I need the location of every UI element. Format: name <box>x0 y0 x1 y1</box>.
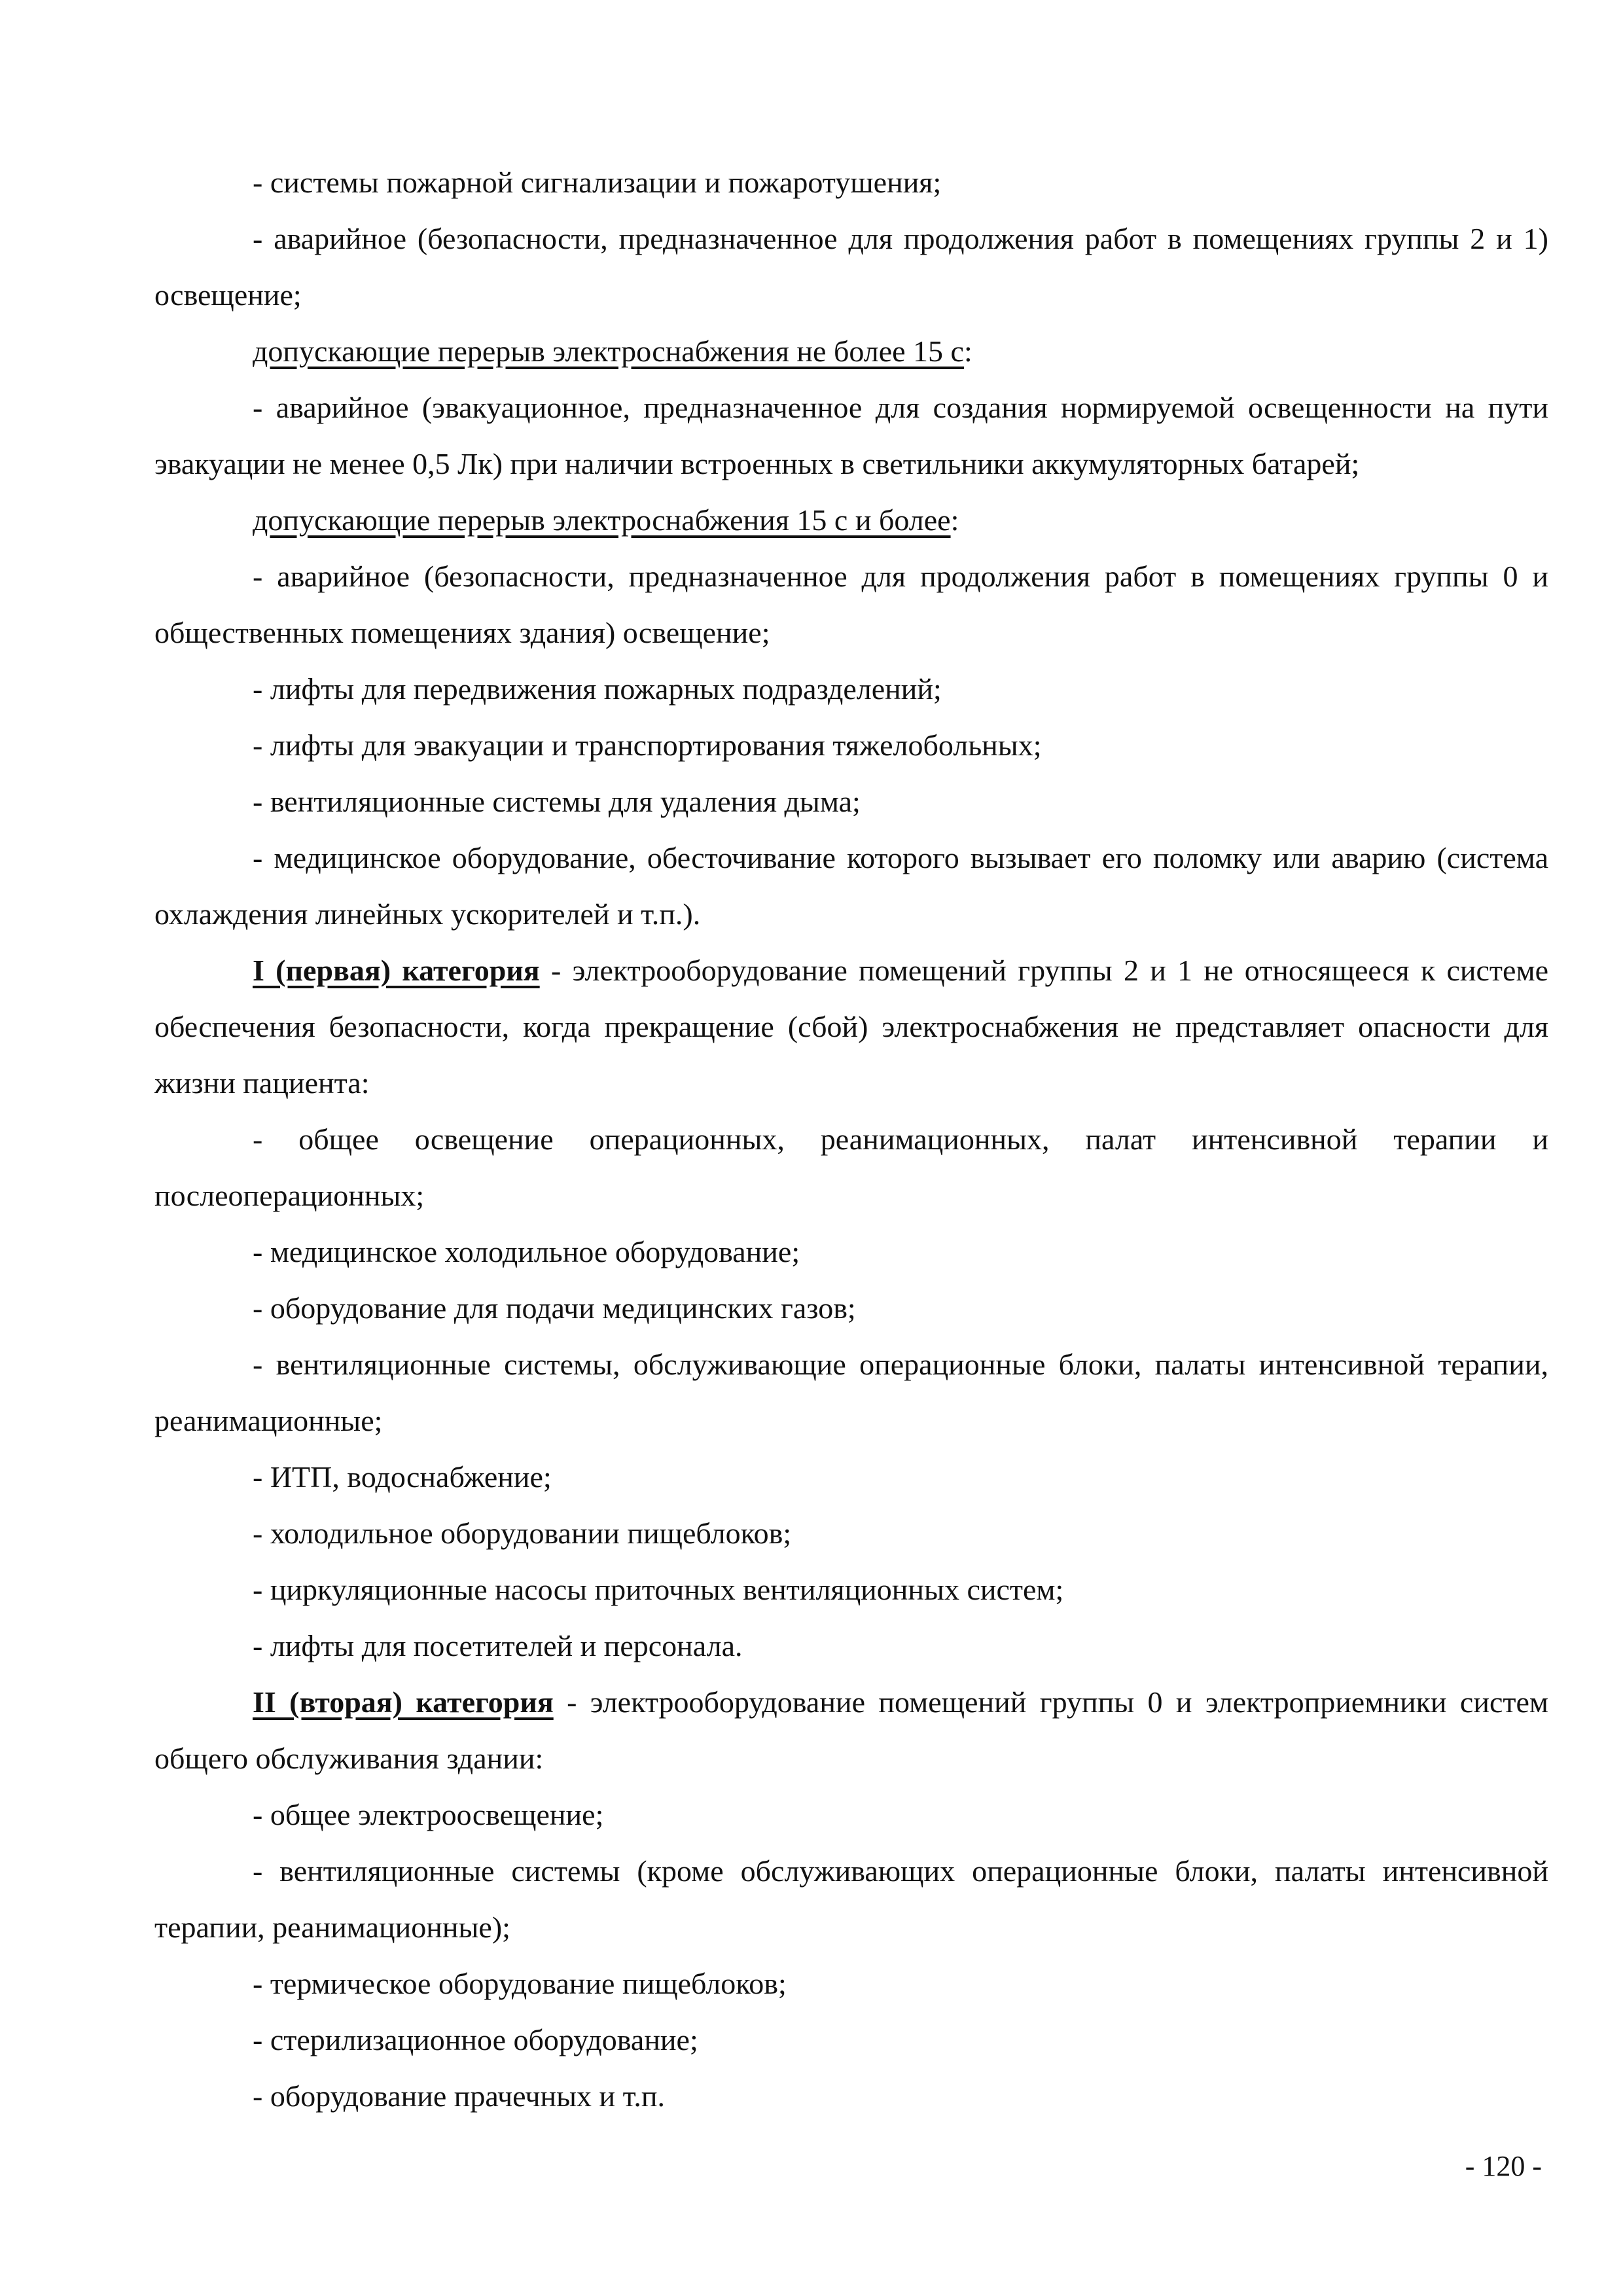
list-item: - ИТП, водоснабжение; <box>253 1460 552 1494</box>
section-subheading: допускающие перерыв электроснабжения 15 с и более: <box>253 503 959 537</box>
document-body <box>154 154 1548 2125</box>
category-1-paragraph <box>154 942 1548 1111</box>
list-item: - оборудование прачечных и т.п. <box>253 2079 665 2113</box>
list-item: - лифты для передвижения пожарных подразделений; <box>253 672 942 706</box>
list-item: - стерилизационное оборудование; <box>253 2023 698 2056</box>
section-subheading: допускающие перерыв электроснабжения не более 15 с: <box>253 334 972 368</box>
list-item: - общее освещение операционных, реанимационных, палат интенсивной терапии и послеоперационных; <box>154 1122 1548 1212</box>
category-1-title: I (первая) категория <box>253 954 540 987</box>
category-1-text: - электрооборудование помещений группы 2 и 1 не относящееся к системе обеспечения безопасности, когда прекращение (сбой) электроснабжения не представляет опасности для жизни пациента: <box>154 954 1548 1100</box>
list-item: - циркуляционные насосы приточных вентиляционных систем; <box>253 1573 1064 1606</box>
list-item: - термическое оборудование пищеблоков; <box>253 1967 787 2000</box>
list-item: - лифты для эвакуации и транспортирования тяжелобольных; <box>253 728 1042 762</box>
list-item: - холодильное оборудовании пищеблоков; <box>253 1516 792 1550</box>
list-item: - медицинское холодильное оборудование; <box>253 1235 800 1268</box>
list-item: - аварийное (безопасности, предназначенное для продолжения работ в помещениях группы 0 и общественных помещениях здания) освещение; <box>154 560 1548 649</box>
subheading-text: допускающие перерыв электроснабжения 15 с и более <box>253 503 951 537</box>
list-item: - оборудование для подачи медицинских газов; <box>253 1291 856 1325</box>
category-2-paragraph <box>154 1674 1548 1787</box>
list-item: - вентиляционные системы (кроме обслуживающих операционные блоки, палаты интенсивной терапии, реанимационные); <box>154 1854 1548 1944</box>
list-item: - вентиляционные системы, обслуживающие операционные блоки, палаты интенсивной терапии, реанимационные; <box>154 1348 1548 1437</box>
list-item: - аварийное (эвакуационное, предназначенное для создания нормируемой освещенности на пути эвакуации не менее 0,5 Лк) при наличии встроенных в светильники аккумуляторных батарей; <box>154 391 1548 480</box>
list-item: - лифты для посетителей и персонала. <box>253 1629 743 1662</box>
category-2-text: - электрооборудование помещений группы 0 и электроприемники систем общего обслуживания здании: <box>154 1685 1548 1775</box>
list-item: - общее электроосвещение; <box>253 1798 604 1831</box>
page-number: - 120 - <box>1465 2150 1542 2182</box>
category-2-title: II (вторая) категория <box>253 1685 554 1719</box>
subheading-text: допускающие перерыв электроснабжения не более 15 с <box>253 334 964 368</box>
list-item: - медицинское оборудование, обесточивание которого вызывает его поломку или аварию (система охлаждения линейных ускорителей и т.п.). <box>154 841 1548 931</box>
list-item: - аварийное (безопасности, предназначенное для продолжения работ в помещениях группы 2 и 1) освещение; <box>154 222 1548 312</box>
list-item: - системы пожарной сигнализации и пожаротушения; <box>253 166 942 199</box>
list-item: - вентиляционные системы для удаления дыма; <box>253 785 861 818</box>
